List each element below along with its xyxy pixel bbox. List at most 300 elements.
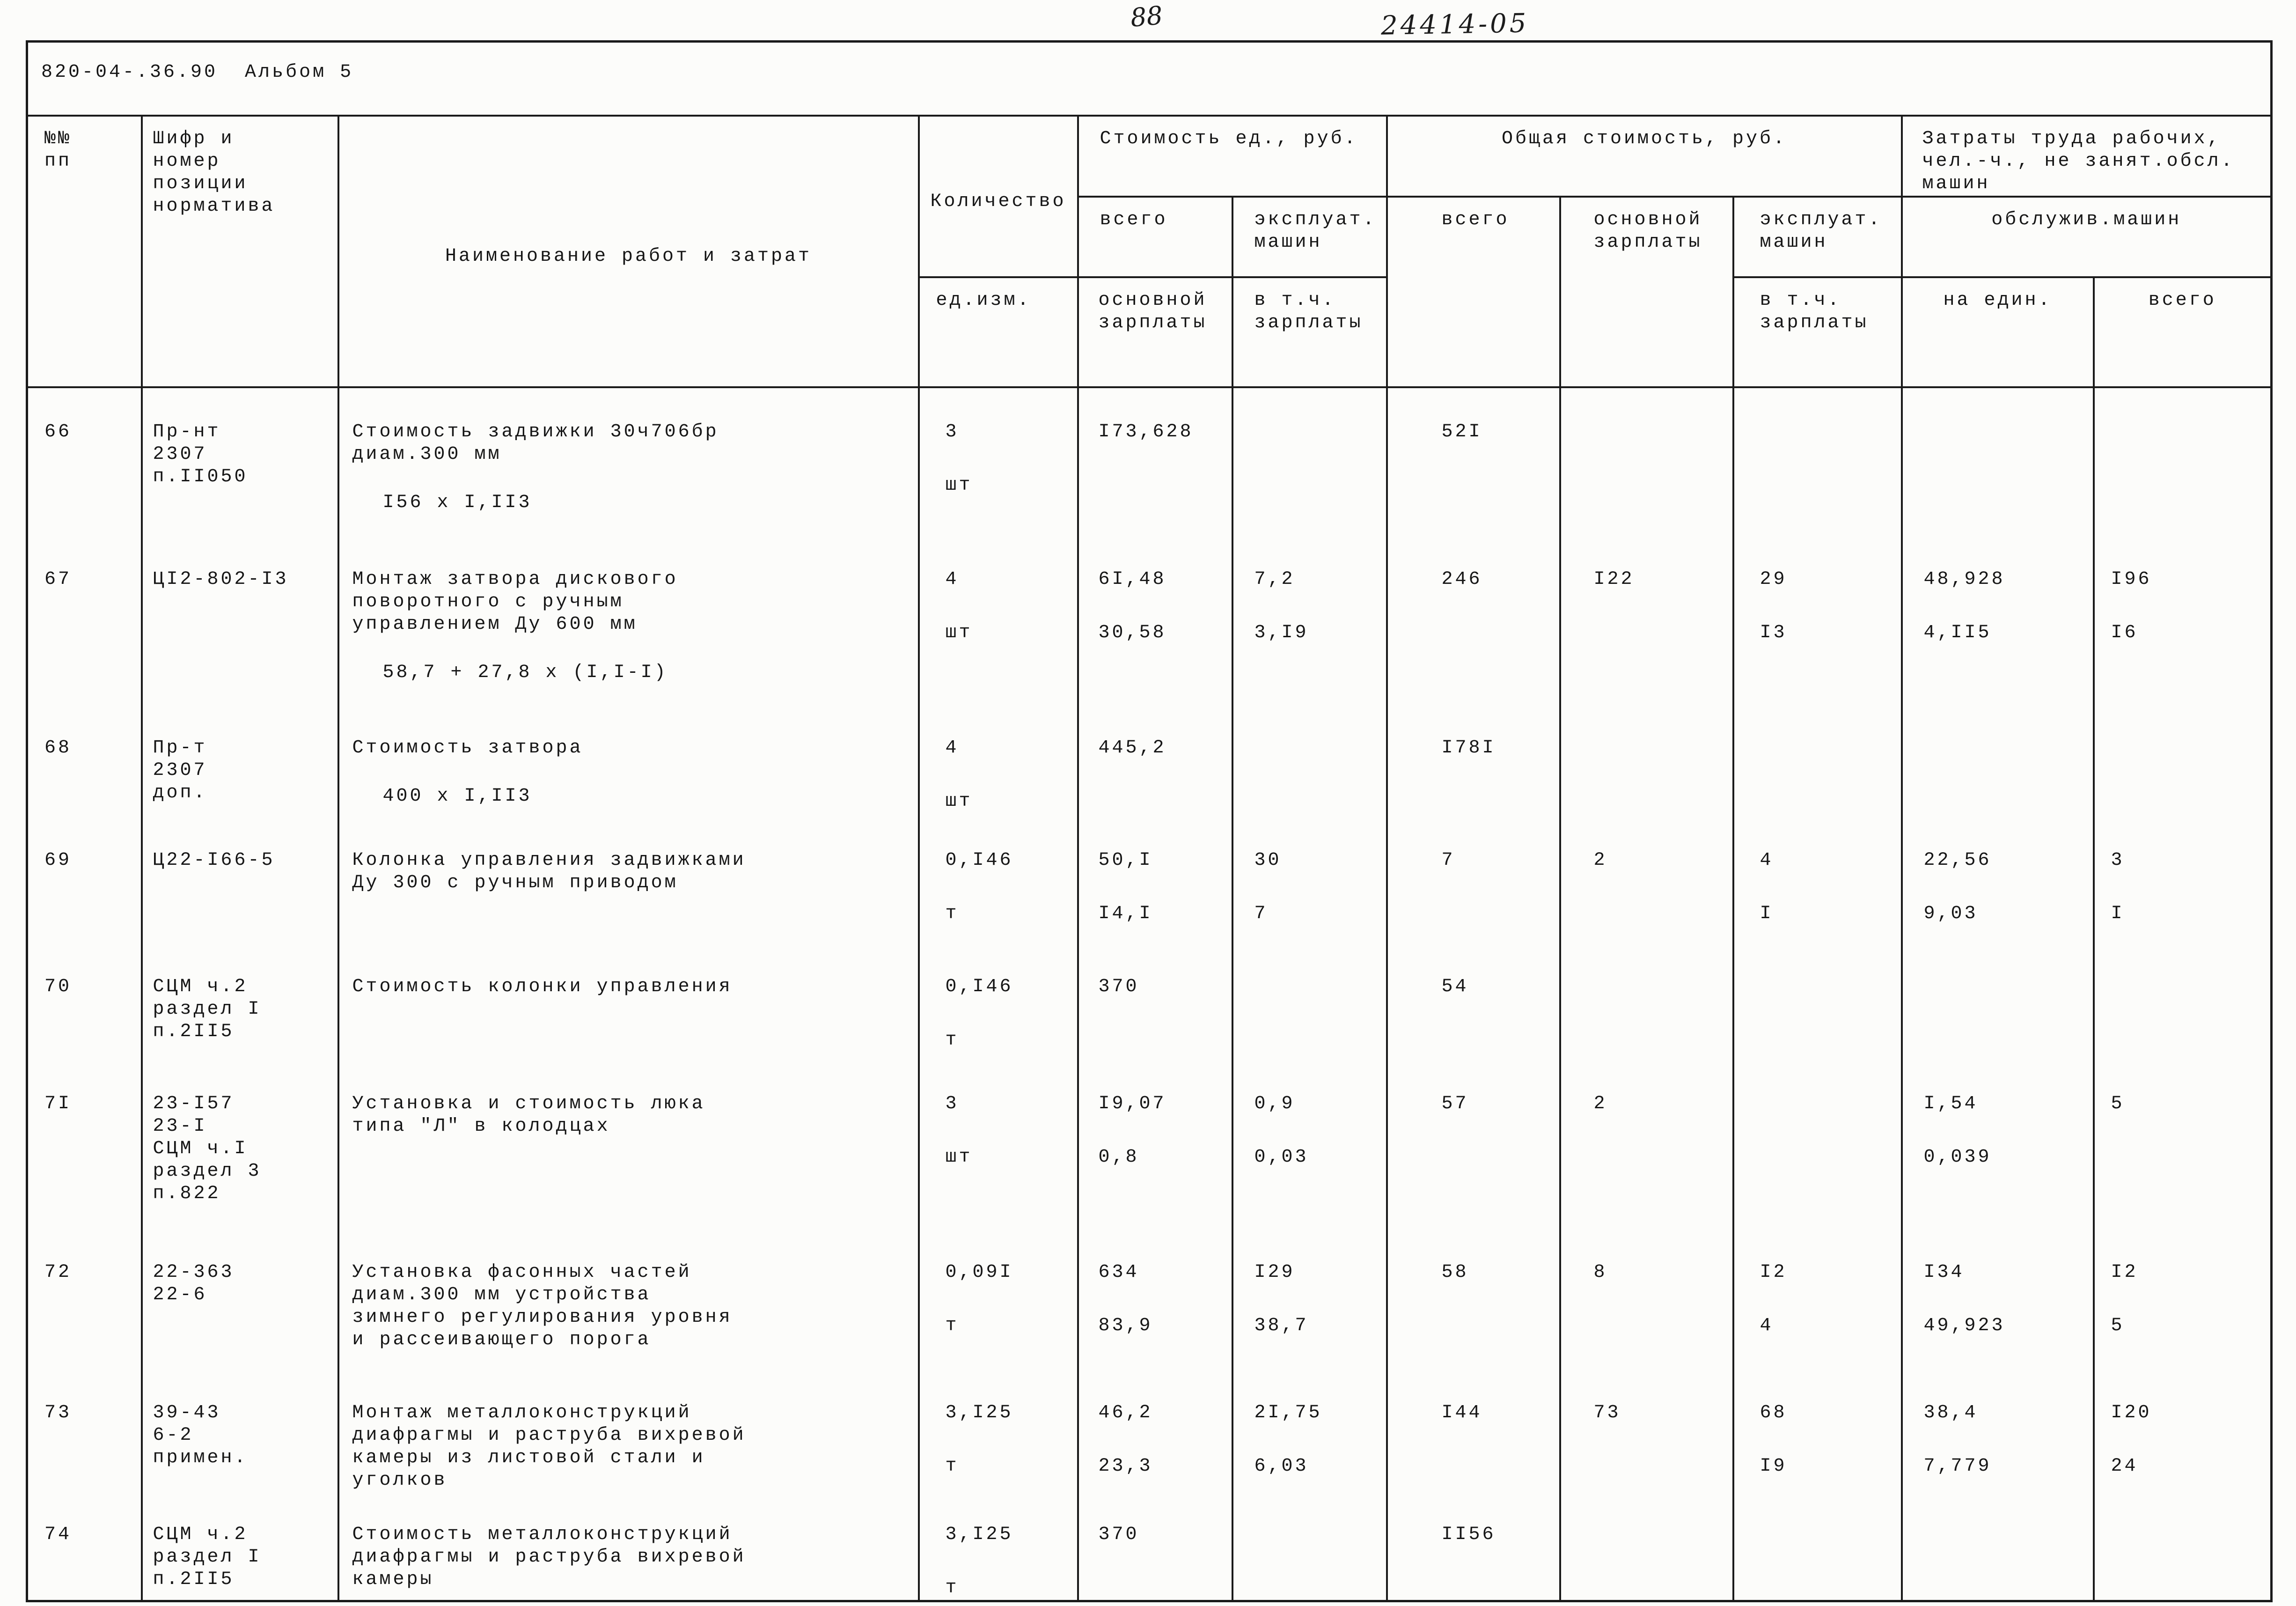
- header-line: пп: [44, 150, 72, 172]
- cell-line: 0,I46: [945, 849, 1013, 871]
- cell-work-name: [338, 387, 919, 544]
- header-unit-cost-machines-salary: [1232, 277, 1387, 387]
- header-line: Наименование работ и затрат: [445, 246, 812, 267]
- cell-empty: [1902, 387, 2094, 544]
- cell-line: т: [945, 903, 959, 924]
- header-line: основной: [1593, 209, 1702, 230]
- cell-unit-cost-total: [1078, 1378, 1232, 1499]
- cell-line: I20: [2111, 1402, 2152, 1423]
- cell-code: [142, 1237, 338, 1378]
- cell-line: 0,039: [1923, 1146, 1992, 1168]
- cell-total-cost: [1387, 1378, 1560, 1499]
- cell-line: диафрагмы и раструба вихревой: [352, 1546, 746, 1568]
- cell-line: 7,779: [1923, 1455, 1992, 1477]
- cell-unit-cost-total: [1078, 1499, 1232, 1601]
- cell-line: раздел 3: [153, 1160, 262, 1182]
- cell-line: I73,628: [1098, 421, 1194, 442]
- cell-line: 74: [44, 1524, 72, 1545]
- cell-empty: [1560, 713, 1733, 825]
- cell-line: камеры: [352, 1569, 434, 1590]
- cell-unit-cost-total: [1078, 387, 1232, 544]
- table-row: [27, 825, 2272, 951]
- header-total-cost-salary: [1560, 197, 1733, 387]
- cell-formula: 58,7 + 27,8 х (I,I-I): [382, 662, 668, 683]
- cell-work-name: [338, 1237, 919, 1378]
- cell-line: 68: [1760, 1402, 1787, 1423]
- document-header-row: [27, 42, 2272, 116]
- header-total-cost-machines-salary: [1733, 277, 1902, 387]
- cell-quantity: [919, 544, 1078, 713]
- cell-line: 2307: [153, 759, 207, 781]
- cell-line: 2: [1593, 1093, 1607, 1114]
- header-line: зарплаты: [1098, 312, 1207, 333]
- cell-unit-cost-total: [1078, 713, 1232, 825]
- cell-line: т: [945, 1315, 959, 1336]
- cell-total-cost: [1387, 544, 1560, 713]
- cell-line: 9,03: [1923, 903, 1978, 924]
- cell-empty: [1902, 1499, 2094, 1601]
- header-code: [142, 116, 338, 387]
- header-line: Общая стоимость, руб.: [1501, 128, 1787, 149]
- cell-line: 50,I: [1098, 849, 1153, 871]
- cell-line: камеры из листовой стали и: [352, 1447, 705, 1468]
- cell-total-cost: [1387, 825, 1560, 951]
- cell-line: 7I: [44, 1093, 72, 1114]
- cell-line: 69: [44, 849, 72, 871]
- cell-line: 22-363: [153, 1261, 235, 1283]
- cell-unit-cost-total: [1078, 1237, 1232, 1378]
- cell-empty: [1232, 951, 1387, 1068]
- header-line: норматива: [153, 195, 275, 217]
- cell-line: п.2II5: [153, 1569, 235, 1590]
- cell-total-salary: [1560, 544, 1733, 713]
- cell-empty: [2094, 713, 2272, 825]
- cell-empty: [1560, 387, 1733, 544]
- cell-unit-cost-total: [1078, 1068, 1232, 1237]
- cell-line: 3: [945, 421, 959, 442]
- header-line: всего: [2148, 289, 2216, 311]
- cell-line: п.2II5: [153, 1021, 235, 1042]
- cell-line: раздел I: [153, 1546, 262, 1568]
- cell-line: и рассеивающего порога: [352, 1329, 651, 1350]
- cell-line: 30: [1254, 849, 1282, 871]
- header-unit-cost-salary: [1078, 277, 1232, 387]
- cell-line: шт: [945, 622, 973, 643]
- header-line: ед.изм.: [936, 289, 1031, 311]
- header-labor-group: [1902, 116, 2272, 197]
- cell-labor-total: [2094, 1237, 2272, 1378]
- cell-line: управлением Ду 600 мм: [352, 613, 638, 635]
- cell-line: Пр-нт: [153, 421, 221, 442]
- cell-line: Стоимость колонки управления: [352, 976, 733, 997]
- cell-line: СЦМ ч.2: [153, 1524, 248, 1545]
- header-line: Количество: [930, 191, 1066, 212]
- header-line: зарплаты: [1593, 231, 1702, 253]
- cell-total-machines: [1733, 1378, 1902, 1499]
- cell-unit-cost-machines: [1232, 1378, 1387, 1499]
- cell-line: 8: [1593, 1261, 1607, 1283]
- cell-line: 0,8: [1098, 1146, 1139, 1168]
- cell-line: 4,II5: [1923, 622, 1992, 643]
- cell-code: [142, 1499, 338, 1601]
- cell-line: Пр-т: [153, 737, 207, 759]
- cell-row-number: [27, 825, 142, 951]
- cell-work-name: [338, 1378, 919, 1499]
- cell-line: 54: [1441, 976, 1469, 997]
- cell-line: 2: [1593, 849, 1607, 871]
- cell-line: 7: [1441, 849, 1455, 871]
- cell-code: [142, 825, 338, 951]
- cell-line: 73: [1593, 1402, 1621, 1423]
- cell-unit-cost-total: [1078, 951, 1232, 1068]
- cell-line: п.822: [153, 1183, 221, 1204]
- cell-empty: [1733, 1499, 1902, 1601]
- header-line: всего: [1100, 209, 1168, 230]
- cell-line: 2307: [153, 443, 207, 465]
- header-line: позиции: [153, 173, 248, 194]
- cell-row-number: [27, 1237, 142, 1378]
- cell-labor-per-unit: [1902, 1237, 2094, 1378]
- table-row: [27, 1378, 2272, 1499]
- cell-line: 7: [1254, 903, 1268, 924]
- cell-line: I: [1760, 903, 1774, 924]
- cell-line: 5: [2111, 1315, 2125, 1336]
- table-row: [27, 1068, 2272, 1237]
- cell-row-number: [27, 713, 142, 825]
- cell-line: 38,7: [1254, 1315, 1309, 1336]
- header-labor-per-unit: [1902, 277, 2094, 387]
- table-row: [27, 713, 2272, 825]
- cell-unit-cost-machines: [1232, 1237, 1387, 1378]
- cell-line: Монтаж затвора дискового: [352, 568, 678, 590]
- cell-line: 634: [1098, 1261, 1139, 1283]
- cell-quantity: [919, 387, 1078, 544]
- cell-total-salary: [1560, 825, 1733, 951]
- header-unit-of-measure: [919, 277, 1078, 387]
- cell-line: 72: [44, 1261, 72, 1283]
- cell-labor-per-unit: [1902, 544, 2094, 713]
- header-line: в т.ч.: [1254, 289, 1336, 311]
- cell-empty: [1232, 713, 1387, 825]
- cell-total-machines: [1733, 825, 1902, 951]
- cell-total-cost: [1387, 1499, 1560, 1601]
- cell-empty: [1733, 951, 1902, 1068]
- cell-work-name: [338, 951, 919, 1068]
- cell-line: Стоимость задвижки 30ч706бр: [352, 421, 719, 442]
- header-unit-cost-machines: [1232, 197, 1387, 277]
- cell-quantity: [919, 951, 1078, 1068]
- header-line: Затраты труда рабочих,: [1922, 128, 2221, 149]
- cell-empty: [2094, 1499, 2272, 1601]
- cell-empty: [1560, 951, 1733, 1068]
- cell-line: 22,56: [1923, 849, 1992, 871]
- cell-labor-total: [2094, 1068, 2272, 1237]
- cell-quantity: [919, 1237, 1078, 1378]
- header-line: машин: [1254, 231, 1322, 253]
- cell-line: I: [2111, 903, 2125, 924]
- cell-empty: [2094, 951, 2272, 1068]
- header-line: №№: [44, 128, 72, 149]
- cell-empty: [1733, 713, 1902, 825]
- cell-empty: [1232, 387, 1387, 544]
- cell-total-salary: [1560, 1237, 1733, 1378]
- header-row: [27, 116, 2272, 197]
- cell-line: I9,07: [1098, 1093, 1166, 1114]
- header-line: основной: [1098, 289, 1207, 311]
- estimate-table: [26, 40, 2273, 1602]
- cell-line: 29: [1760, 568, 1787, 590]
- cell-line: уголков: [352, 1469, 447, 1491]
- cell-labor-per-unit: [1902, 1378, 2094, 1499]
- cell-line: Стоимость металлоконструкций: [352, 1524, 733, 1545]
- cell-line: т: [945, 1577, 959, 1599]
- header-line: машин: [1922, 173, 1990, 194]
- cell-total-cost: [1387, 387, 1560, 544]
- cell-line: 24: [2111, 1455, 2138, 1477]
- cell-line: 66: [44, 421, 72, 442]
- cell-work-name: [338, 1068, 919, 1237]
- cell-line: поворотного с ручным: [352, 591, 624, 612]
- cell-empty: [1232, 1499, 1387, 1601]
- cell-row-number: [27, 1499, 142, 1601]
- cell-line: СЦМ ч.I: [153, 1138, 248, 1159]
- cell-line: I96: [2111, 568, 2152, 590]
- cell-total-cost: [1387, 1068, 1560, 1237]
- cell-line: шт: [945, 1146, 973, 1168]
- cell-total-cost: [1387, 713, 1560, 825]
- cell-line: 30,58: [1098, 622, 1166, 643]
- header-labor-total: [2094, 277, 2272, 387]
- header-line: обслужив.машин: [1991, 209, 2182, 230]
- cell-line: 22-6: [153, 1284, 207, 1305]
- cell-empty: [1560, 1499, 1733, 1601]
- cell-empty: [1902, 951, 2094, 1068]
- cell-line: 39-43: [153, 1402, 221, 1423]
- header-serving-machines: [1902, 197, 2272, 277]
- cell-quantity: [919, 1378, 1078, 1499]
- cell-line: I2: [1760, 1261, 1787, 1283]
- cell-line: I78I: [1441, 737, 1496, 759]
- cell-line: 4: [1760, 849, 1774, 871]
- cell-line: 67: [44, 568, 72, 590]
- cell-line: шт: [945, 474, 973, 496]
- cell-work-name: [338, 713, 919, 825]
- cell-line: 49,923: [1923, 1315, 2005, 1336]
- cell-line: 23,3: [1098, 1455, 1153, 1477]
- cell-line: I6: [2111, 622, 2138, 643]
- handwritten-document-code: 24414-05: [1380, 8, 1529, 41]
- cell-line: доп.: [153, 782, 207, 803]
- header-total-cost-group: [1387, 116, 1902, 197]
- cell-quantity: [919, 713, 1078, 825]
- cell-line: 0,03: [1254, 1146, 1309, 1168]
- cell-line: I3: [1760, 622, 1787, 643]
- header-line: чел.-ч., не занят.обсл.: [1922, 150, 2235, 172]
- table-row: [27, 387, 2272, 544]
- cell-total-machines: [1733, 1237, 1902, 1378]
- header-line: Шифр и: [153, 128, 235, 149]
- cell-line: 6,03: [1254, 1455, 1309, 1477]
- header-unit-cost-total: [1078, 197, 1232, 277]
- cell-work-name: [338, 544, 919, 713]
- cell-empty: [1733, 387, 1902, 544]
- cell-line: I29: [1254, 1261, 1295, 1283]
- cell-line: 4: [945, 568, 959, 590]
- cell-line: 3,I25: [945, 1402, 1013, 1423]
- cell-total-cost: [1387, 951, 1560, 1068]
- header-line: Стоимость ед., руб.: [1100, 128, 1358, 149]
- header-line: зарплаты: [1254, 312, 1363, 333]
- cell-line: 0,09I: [945, 1261, 1013, 1283]
- cell-line: I9: [1760, 1455, 1787, 1477]
- cell-labor-per-unit: [1902, 1068, 2094, 1237]
- cell-unit-cost-machines: [1232, 825, 1387, 951]
- cell-total-machines: [1733, 544, 1902, 713]
- table-row: [27, 951, 2272, 1068]
- cell-line: Ду 300 с ручным приводом: [352, 872, 678, 893]
- cell-line: диафрагмы и раструба вихревой: [352, 1424, 746, 1446]
- cell-line: зимнего регулирования уровня: [352, 1306, 733, 1328]
- cell-line: 46,2: [1098, 1402, 1153, 1423]
- cell-line: шт: [945, 790, 973, 812]
- cell-labor-total: [2094, 1378, 2272, 1499]
- cell-row-number: [27, 951, 142, 1068]
- cell-unit-cost-total: [1078, 825, 1232, 951]
- cell-line: 68: [44, 737, 72, 759]
- cell-line: I22: [1593, 568, 1635, 590]
- cell-line: т: [945, 1029, 959, 1051]
- cell-unit-cost-machines: [1232, 544, 1387, 713]
- cell-line: 73: [44, 1402, 72, 1423]
- header-unit-cost-group: [1078, 116, 1387, 197]
- cell-line: типа "Л" в колодцах: [352, 1115, 610, 1137]
- cell-line: раздел I: [153, 998, 262, 1020]
- cell-code: [142, 951, 338, 1068]
- cell-labor-total: [2094, 544, 2272, 713]
- table-row: [27, 1499, 2272, 1601]
- cell-line: 2I,75: [1254, 1402, 1322, 1423]
- cell-line: 38,4: [1923, 1402, 1978, 1423]
- cell-quantity: [919, 825, 1078, 951]
- cell-line: 7,2: [1254, 568, 1295, 590]
- cell-line: 3: [2111, 849, 2125, 871]
- cell-unit-cost-machines: [1232, 1068, 1387, 1237]
- cell-line: 4: [1760, 1315, 1774, 1336]
- header-total-cost-machines: [1733, 197, 1902, 277]
- cell-line: Стоимость затвора: [352, 737, 583, 759]
- cell-line: I2: [2111, 1261, 2138, 1283]
- cell-line: Установка фасонных частей: [352, 1261, 692, 1283]
- cell-line: т: [945, 1455, 959, 1477]
- cell-line: диам.300 мм: [352, 443, 502, 465]
- cell-line: 445,2: [1098, 737, 1166, 759]
- cell-line: 83,9: [1098, 1315, 1153, 1336]
- header-quantity: [919, 116, 1078, 277]
- header-line: эксплуат.: [1760, 209, 1882, 230]
- header-work-name: [338, 116, 919, 387]
- cell-quantity: [919, 1068, 1078, 1237]
- cell-line: 57: [1441, 1093, 1469, 1114]
- cell-total-salary: [1560, 1378, 1733, 1499]
- cell-line: 70: [44, 976, 72, 997]
- cell-line: I,54: [1923, 1093, 1978, 1114]
- header-line: номер: [153, 150, 221, 172]
- cell-line: 246: [1441, 568, 1482, 590]
- cell-line: п.II050: [153, 466, 248, 487]
- cell-line: 23-I57: [153, 1093, 235, 1114]
- cell-empty: [1902, 713, 2094, 825]
- cell-total-cost: [1387, 1237, 1560, 1378]
- cell-line: 58: [1441, 1261, 1469, 1283]
- cell-line: I44: [1441, 1402, 1482, 1423]
- cell-quantity: [919, 1499, 1078, 1601]
- cell-line: 3,I25: [945, 1524, 1013, 1545]
- cell-line: 6I,48: [1098, 568, 1166, 590]
- cell-line: 52I: [1441, 421, 1482, 442]
- cell-line: примен.: [153, 1447, 248, 1468]
- table-row: [27, 544, 2272, 713]
- cell-line: Колонка управления задвижками: [352, 849, 746, 871]
- cell-line: 48,928: [1923, 568, 2005, 590]
- cell-line: I34: [1923, 1261, 1965, 1283]
- cell-line: I4,I: [1098, 903, 1153, 924]
- cell-code: [142, 387, 338, 544]
- cell-line: Установка и стоимость люка: [352, 1093, 705, 1114]
- header-total-cost-total: [1387, 197, 1560, 387]
- handwritten-page-number: 88: [1129, 0, 1164, 33]
- cell-formula: 400 х I,II3: [382, 785, 532, 807]
- header-line: в т.ч.: [1760, 289, 1841, 311]
- header-row-number: [27, 116, 142, 387]
- document-number-text: 820-04-.36.90 Альбом 5: [41, 62, 354, 83]
- cell-line: 23-I: [153, 1115, 207, 1137]
- cell-line: диам.300 мм устройства: [352, 1284, 651, 1305]
- header-line: на един.: [1943, 289, 2052, 311]
- cell-line: 6-2: [153, 1424, 194, 1446]
- cell-work-name: [338, 825, 919, 951]
- cell-total-salary: [1560, 1068, 1733, 1237]
- cell-code: [142, 1068, 338, 1237]
- document-number: [27, 42, 2272, 116]
- cell-row-number: [27, 544, 142, 713]
- cell-code: [142, 544, 338, 713]
- cell-line: 370: [1098, 1524, 1139, 1545]
- cell-line: Ц22-I66-5: [153, 849, 275, 871]
- cell-empty: [1733, 1068, 1902, 1237]
- cell-row-number: [27, 1068, 142, 1237]
- cell-line: 4: [945, 737, 959, 759]
- cell-line: 5: [2111, 1093, 2125, 1114]
- cell-formula: I56 х I,II3: [382, 492, 532, 513]
- cell-empty: [2094, 387, 2272, 544]
- cell-line: 3,I9: [1254, 622, 1309, 643]
- cell-line: 3: [945, 1093, 959, 1114]
- cell-line: 0,9: [1254, 1093, 1295, 1114]
- cell-code: [142, 713, 338, 825]
- cell-labor-total: [2094, 825, 2272, 951]
- cell-row-number: [27, 387, 142, 544]
- cell-line: СЦМ ч.2: [153, 976, 248, 997]
- header-line: машин: [1760, 231, 1828, 253]
- cell-line: 0,I46: [945, 976, 1013, 997]
- cell-work-name: [338, 1499, 919, 1601]
- cell-unit-cost-total: [1078, 544, 1232, 713]
- cell-line: ЦI2-802-I3: [153, 568, 289, 590]
- table-row: [27, 1237, 2272, 1378]
- cell-row-number: [27, 1378, 142, 1499]
- cell-line: 370: [1098, 976, 1139, 997]
- cell-line: II56: [1441, 1524, 1496, 1545]
